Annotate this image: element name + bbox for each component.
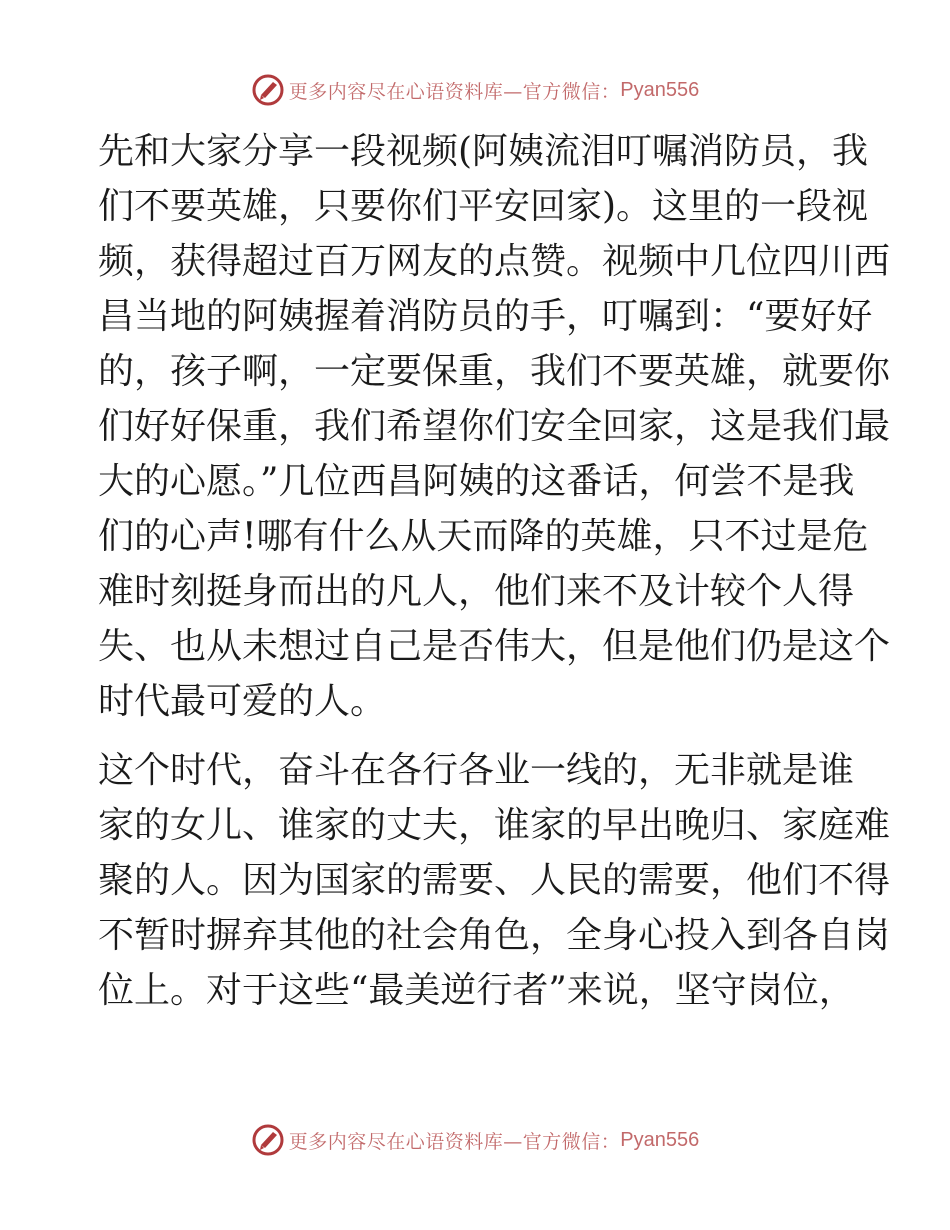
paragraph-2 [98,743,891,1018]
text-line: 不暂时摒弃其他的社会角色，全身心投入到各自岗 [98,915,891,956]
text-line: 的，孩子啊，一定要保重，我们不要英雄，就要你 [98,351,891,392]
brand-logo-icon [251,73,285,107]
text-line: 家的女儿、谁家的丈夫，谁家的早出晚归、家庭难 [98,805,891,846]
header-banner-text: 更多内容尽在心语资料库—官方微信： [288,80,621,103]
text-line: 频，获得超过百万网友的点赞。视频中几位四川西 [98,241,891,282]
text-line: 这个时代，奋斗在各行各业一线的，无非就是谁 [98,750,855,791]
text-line: 们好好保重，我们希望你们安全回家，这是我们最 [98,406,891,447]
header-banner [0,70,950,110]
text-line: 们不要英雄，只要你们平安回家)。这里的一段视 [98,186,869,227]
text-line: 先和大家分享一段视频(阿姨流泪叮嘱消防员，我 [98,131,869,172]
text-line: 位上。对于这些“最美逆行者”来说，坚守岗位， [98,970,855,1011]
text-line: 昌当地的阿姨握着消防员的手，叮嘱到：“要好好 [98,296,873,337]
text-line: 失、也从未想过自己是否伟大，但是他们仍是这个 [98,626,891,667]
text-line: 大的心愿。”几位西昌阿姨的这番话，何尝不是我 [98,461,855,502]
header-wechat-id: Pyan556 [620,78,700,101]
text-line: 难时刻挺身而出的凡人，他们来不及计较个人得 [98,571,855,612]
text-line: 时代最可爱的人。 [98,681,387,722]
footer-banner [0,1120,950,1160]
paragraph-gap [98,729,850,743]
text-line: 们的心声!哪有什么从天而降的英雄，只不过是危 [98,516,869,557]
paragraph-1 [98,124,891,729]
footer-banner-text: 更多内容尽在心语资料库—官方微信： [288,1130,621,1153]
footer-wechat-id: Pyan556 [620,1128,700,1151]
text-line: 聚的人。因为国家的需要、人民的需要，他们不得 [98,860,891,901]
document-body [98,124,891,1018]
brand-logo-icon [251,1123,285,1157]
